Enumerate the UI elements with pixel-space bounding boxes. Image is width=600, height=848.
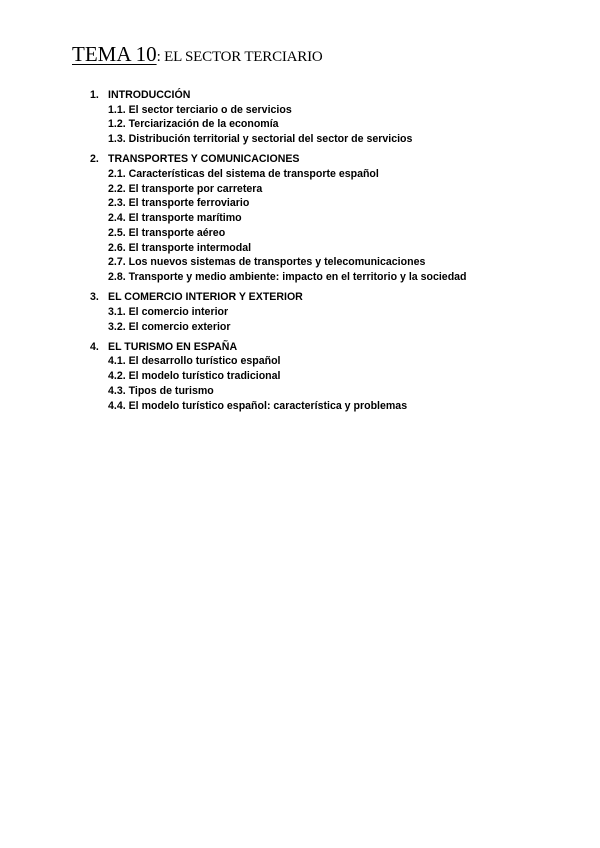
subsection-item: 2.8. Transporte y medio ambiente: impacto en el territorio y la sociedad [108, 270, 467, 283]
subsection-item: 2.7. Los nuevos sistemas de transportes y telecomunicaciones [108, 256, 426, 269]
subsection-item: 1.1. El sector terciario o de servicios [108, 103, 292, 116]
subsection-list [90, 167, 590, 285]
subsection-item: 2.1. Características del sistema de transporte español [108, 168, 379, 181]
subsection-item: 4.1. El desarrollo turístico español [108, 355, 281, 368]
page-title [72, 42, 323, 67]
subsection-item: 2.4. El transporte marítimo [108, 212, 242, 225]
section-title: EL COMERCIO INTERIOR Y EXTERIOR [108, 291, 303, 304]
toc-section [90, 152, 590, 284]
table-of-contents [90, 88, 590, 419]
subsection-item: 2.2. El transporte por carretera [108, 182, 263, 195]
subsection-item: 2.3. El transporte ferroviario [108, 197, 250, 210]
section-heading [90, 290, 590, 305]
subsection-item: 4.2. El modelo turístico tradicional [108, 370, 281, 383]
topic-number: TEMA 10 [72, 42, 157, 66]
subsection-list [90, 103, 590, 147]
toc-section [90, 88, 590, 147]
subsection-item: 2.6. El transporte intermodal [108, 241, 252, 254]
subsection-item: 3.1. El comercio interior [108, 305, 229, 318]
section-number: 4. [90, 340, 99, 353]
section-heading [90, 340, 590, 355]
subsection-list [90, 354, 590, 413]
subsection-item: 4.4. El modelo turístico español: característica y problemas [108, 399, 408, 412]
subsection-item: 2.5. El transporte aéreo [108, 226, 226, 239]
section-heading [90, 152, 590, 167]
section-number: 3. [90, 291, 99, 304]
subsection-list [90, 305, 590, 334]
section-number: 1. [90, 89, 99, 101]
subsection-item: 1.3. Distribución territorial y sectorial del sector de servicios [108, 133, 413, 146]
toc-section [90, 340, 590, 414]
section-heading [90, 88, 590, 103]
toc-section [90, 290, 590, 334]
section-title: EL TURISMO EN ESPAÑA [108, 340, 238, 353]
topic-name: : EL SECTOR TERCIARIO [156, 49, 323, 65]
subsection-item: 1.2. Terciarización de la economía [108, 118, 279, 131]
subsection-item: 3.2. El comercio exterior [108, 320, 231, 333]
section-number: 2. [90, 153, 99, 166]
section-title: TRANSPORTES Y COMUNICACIONES [108, 153, 300, 166]
section-title: INTRODUCCIÓN [108, 89, 191, 101]
subsection-item: 4.3. Tipos de turismo [108, 384, 214, 397]
